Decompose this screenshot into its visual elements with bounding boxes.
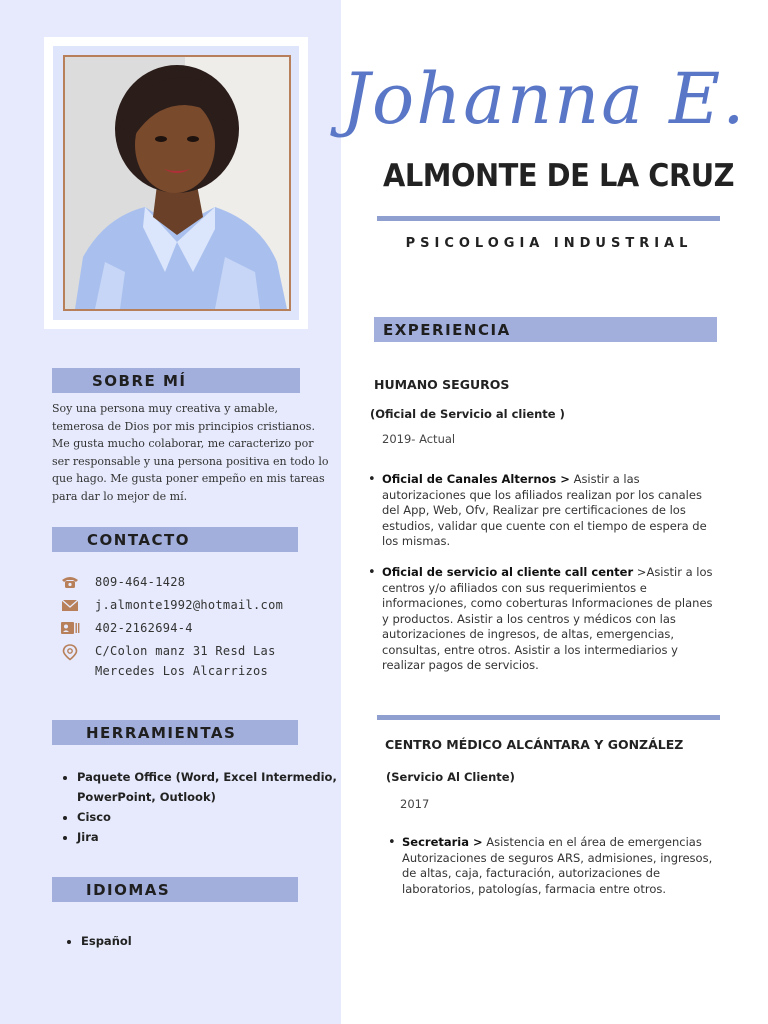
contact-id <box>60 620 193 638</box>
job-bullet-title: Oficial de Canales Alternos > <box>382 472 570 486</box>
section-header-about <box>52 368 300 393</box>
contact-email <box>60 597 283 615</box>
contact-email-text[interactable]: j.almonte1992@hotmail.com <box>95 598 284 612</box>
profile-photo-mat <box>53 46 299 320</box>
job-company: CENTRO MÉDICO ALCÁNTARA Y GONZÁLEZ <box>385 737 684 752</box>
job-date: 2017 <box>400 797 430 811</box>
profile-photo-frame <box>44 37 308 329</box>
profile-photo-illustration <box>65 57 289 309</box>
section-title-about: SOBRE MÍ <box>92 371 187 390</box>
id-card-icon <box>60 620 80 636</box>
section-header-languages <box>52 877 298 902</box>
contact-address <box>60 643 330 681</box>
languages-list <box>63 931 331 951</box>
first-name-script: Johanna E. <box>342 58 747 140</box>
job-date: 2019- Actual <box>382 432 456 446</box>
location-pin-icon <box>60 643 80 661</box>
profile-photo <box>63 55 291 311</box>
contact-address-text: C/Colon manz 31 Resd Las Mercedes Los Alcarrizos <box>95 644 276 678</box>
section-header-contact <box>52 527 298 552</box>
section-title-contact: CONTACTO <box>87 530 190 549</box>
job-bullet-title: Secretaria > <box>402 835 483 849</box>
list-item: • Paquete Office (Word, Excel Intermedio, PowerPoint, Outlook) <box>77 767 352 807</box>
job-bullet <box>382 472 714 550</box>
experience-divider <box>377 715 720 720</box>
contact-id-text: 402-2162694-4 <box>95 621 193 635</box>
tools-list <box>59 767 352 847</box>
job-bullet-text: Asistir a las autorizaciones que los afiliados realizan por los canales del App, Web, Ofv, Realizar pre certificaciones de los estudios, validar que cuente con el tiempo de espera de los mismas. <box>382 472 707 548</box>
list-item: • Jira <box>77 827 352 847</box>
contact-phone <box>60 574 185 592</box>
list-item: • Español <box>81 931 331 951</box>
section-title-tools: HERRAMIENTAS <box>86 723 237 742</box>
section-header-experience <box>374 317 717 342</box>
job-bullet <box>382 565 714 674</box>
job-company: HUMANO SEGUROS <box>374 377 510 392</box>
profession-title: PSICOLOGIA INDUSTRIAL <box>405 236 693 251</box>
phone-icon <box>60 574 80 590</box>
list-item: • Cisco <box>77 807 352 827</box>
job-bullet-text: >Asistir a los centros y/o afiliados con sus requerimientos e informaciones, como coberturas Informaciones de planes y productos. Asistir a los centros y médicos con las autorizaciones de ingresos, de altas, emergencias, consultas, entre otros. Asistir a los intermediarios y realizar pagos de servicios. <box>382 565 713 672</box>
job-bullet-text: Asistencia en el área de emergencias Autorizaciones de seguros ARS, admisiones, ingresos, de altas, caja, facturación, autorizaciones de laboratorios, patologías, farmacia entre otros. <box>402 835 713 896</box>
header-divider <box>377 216 720 221</box>
section-title-languages: IDIOMAS <box>86 880 171 899</box>
job-role: (Servicio Al Cliente) <box>386 770 515 784</box>
section-title-experience: EXPERIENCIA <box>383 320 511 339</box>
about-paragraph: Soy una persona muy creativa y amable, temerosa de Dios por mis principios cristianos. Me gusta mucho colaborar, me caracterizo por ser responsable y una persona positiva en todo lo que hago. Me gusta poner empeño en mis tareas para dar lo mejor de mí. <box>52 402 329 503</box>
job-bullet <box>402 835 720 897</box>
contact-phone-text: 809-464-1428 <box>95 575 186 589</box>
email-icon <box>60 597 80 613</box>
job-bullet-title: Oficial de servicio al cliente call center <box>382 565 634 579</box>
section-header-tools <box>52 720 298 745</box>
job-role: (Oficial de Servicio al cliente ) <box>370 407 565 421</box>
last-name-heading: ALMONTE DE LA CRUZ <box>383 158 735 194</box>
